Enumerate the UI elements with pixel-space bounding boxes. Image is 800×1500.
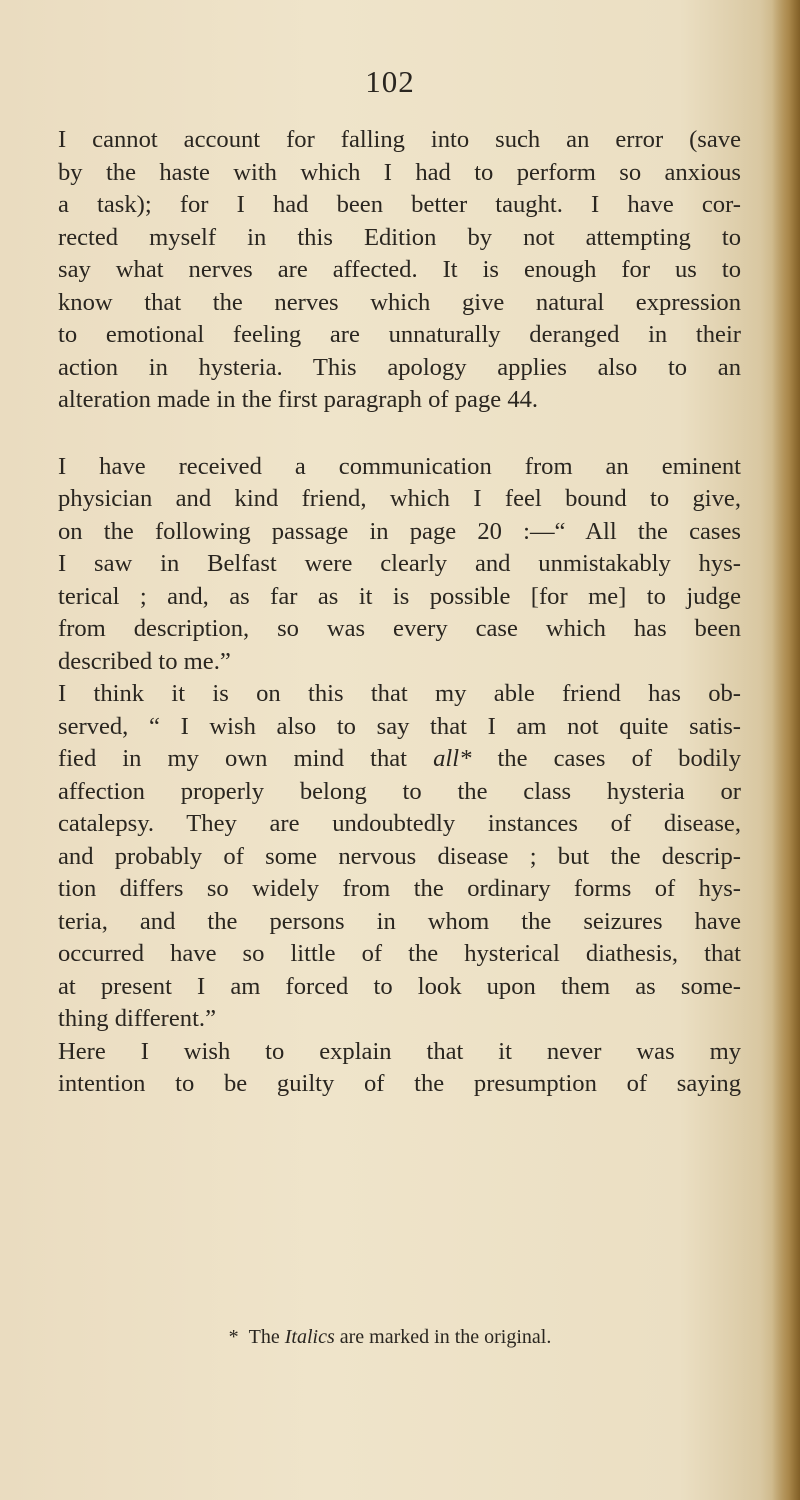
footnote-mark: * <box>228 1326 239 1348</box>
italic-emphasis: all* <box>433 745 472 772</box>
text-line: a task); for I had been better taught. I have cor- <box>58 191 741 218</box>
text-line: I think it is on this that my able friend has ob- <box>58 680 741 707</box>
text-line: served, “ I wish also to say that I am not quite satis- <box>58 712 741 740</box>
paragraph-4 <box>58 1036 741 1101</box>
page-edge-shadow <box>772 0 800 1500</box>
text-line: intention to be guilty of the presumption of saying <box>58 1070 741 1097</box>
text-line: on the following passage in page 20 :—“ All the cases <box>58 517 741 545</box>
paragraph-spacer <box>58 417 741 451</box>
text-line: catalepsy. They are undoubtedly instances of disease, <box>58 810 741 837</box>
text-line: occurred have so little of the hysterical diathesis, that <box>58 940 741 967</box>
paragraph-3 <box>58 678 741 1036</box>
text-line: alteration made in the first paragraph of page 44. <box>58 386 539 413</box>
text-line: at present I am forced to look upon them as some- <box>58 972 741 1000</box>
text-line: described to me.” <box>58 647 231 675</box>
text-line: I have received a communication from an eminent <box>58 452 741 480</box>
footnote-italic: Italics <box>284 1326 335 1348</box>
text-line: Here I wish to explain that it never was my <box>58 1037 741 1065</box>
footnote-text: are marked in the original. <box>334 1326 552 1348</box>
text-line: to emotional feeling are unnaturally deranged in their <box>58 321 741 348</box>
footnote-text: The <box>248 1326 285 1348</box>
text-line <box>58 743 741 776</box>
text-line: action in hysteria. This apology applies also to an <box>58 353 741 381</box>
text-line: I cannot account for falling into such an error (save <box>58 126 741 153</box>
text-line: teria, and the persons in whom the seizures have <box>58 907 741 935</box>
text-line: rected myself in this Edition by not attempting to <box>58 223 741 251</box>
text-line: I saw in Belfast were clearly and unmistakably hys- <box>58 550 741 577</box>
text-line: say what nerves are affected. It is enough for us to <box>58 256 741 283</box>
text-line: know that the nerves which give natural expression <box>58 288 741 316</box>
text-line: tion differs so widely from the ordinary forms of hys- <box>58 875 741 902</box>
text-line: thing different.” <box>58 1005 216 1032</box>
text-line: physician and kind friend, which I feel bound to give, <box>58 485 741 512</box>
text-line: terical ; and, as far as it is possible [for me] to judge <box>58 582 741 610</box>
paragraph-1 <box>58 124 741 417</box>
text-line: by the haste with which I had to perform so anxious <box>58 158 741 186</box>
text-line: from description, so was every case which has been <box>58 615 741 642</box>
text-segment: the cases of bodily <box>471 745 741 772</box>
footnote <box>0 1326 780 1349</box>
text-line: affection properly belong to the class hysteria or <box>58 777 741 805</box>
text-segment: fied in my own mind that <box>58 745 434 772</box>
text-line: and probably of some nervous disease ; but the descrip- <box>58 842 741 870</box>
page-number: 102 <box>365 64 415 99</box>
paragraph-2 <box>58 451 741 679</box>
body-text <box>58 124 741 1101</box>
